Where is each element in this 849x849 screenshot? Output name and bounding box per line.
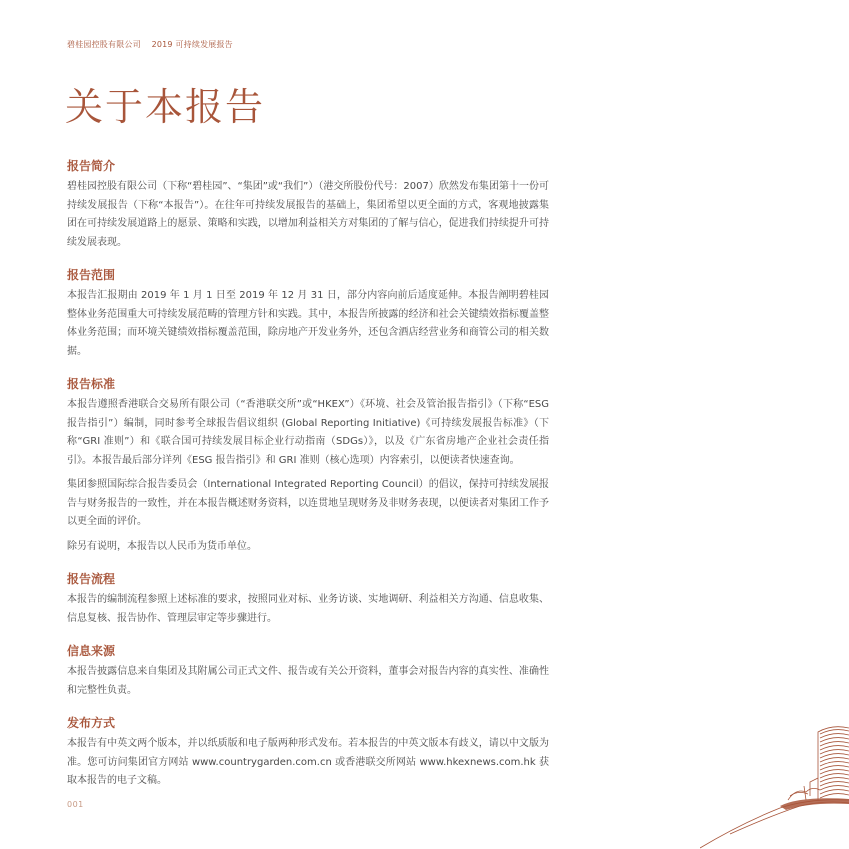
line-art-building-icon bbox=[700, 720, 849, 849]
section-paragraph: 本报告披露信息来自集团及其附属公司正式文件、报告或有关公开资料，董事会对报告内容的真实性、准确性和完整性负责。 bbox=[67, 666, 549, 696]
report-content bbox=[67, 157, 549, 805]
section-sources bbox=[67, 642, 549, 700]
header-report-title: 2019 可持续发展报告 bbox=[151, 40, 233, 49]
header-company: 碧桂园控股有限公司 bbox=[67, 40, 141, 49]
section-process bbox=[67, 570, 549, 628]
section-paragraph: 除另有说明，本报告以人民币为货币单位。 bbox=[67, 540, 257, 552]
section-heading: 报告范围 bbox=[67, 268, 116, 282]
section-paragraph: 本报告的编制流程参照上述标准的要求，按照同业对标、业务访谈、实地调研、利益相关方沟通、信息收集、信息复核、报告协作、管理层审定等步骤进行。 bbox=[67, 594, 549, 624]
section-paragraph: 本报告遵照香港联合交易所有限公司（“香港联交所”或“HKEX”）《环境、社会及管治报告指引》（下称“ESG 报告指引”）编制，同时参考全球报告倡议组织 (Global Reporting Initiative)《可持续发展报告标准》（下称“GRI 准则”）和《联合国可持续发展目标企业行动指南（SDGs）》，以及《广东省房地产企业社会责任指引》。本报告最后部分详列《ESG 报告指引》和 GRI 准则（核心选项）内容索引，以便读者快速查询。 bbox=[67, 399, 549, 466]
section-standards bbox=[67, 375, 549, 556]
section-heading: 报告标准 bbox=[67, 377, 116, 391]
section-introduction bbox=[67, 157, 549, 252]
section-heading: 发布方式 bbox=[67, 716, 116, 730]
section-paragraph: 本报告有中英文两个版本，并以纸质版和电子版两种形式发布。若本报告的中英文版本有歧义，请以中文版为准。您可访问集团官方网站 www.countrygarden.com.cn 或香港联交所网站 www.hkexnews.com.hk 获取本报告的电子文稿。 bbox=[67, 738, 549, 786]
section-scope bbox=[67, 266, 549, 361]
section-paragraph: 碧桂园控股有限公司（下称“碧桂园”、“集团”或“我们”）（港交所股份代号：2007）欣然发布集团第十一份可持续发展报告（下称“本报告”）。在往年可持续发展报告的基础上，集团希望以更全面的方式，客观地披露集团在可持续发展道路上的愿景、策略和实践，以增加利益相关方对集团的了解与信心，促进我们持续提升可持续发展表现。 bbox=[67, 181, 549, 248]
section-heading: 报告流程 bbox=[67, 572, 116, 586]
section-heading: 报告简介 bbox=[67, 159, 116, 173]
section-heading: 信息来源 bbox=[67, 644, 116, 658]
section-publication bbox=[67, 714, 549, 791]
section-paragraph: 本报告汇报期由 2019 年 1 月 1 日至 2019 年 12 月 31 日，部分内容向前后适度延伸。本报告阐明碧桂园整体业务范围重大可持续发展范畴的管理方针和实践。其中，本报告所披露的经济和社会关键绩效指标覆盖整体业务范围；而环境关键绩效指标覆盖范围，除房地产开发业务外，还包含酒店经营业务和商管公司的相关数据。 bbox=[67, 290, 549, 357]
page-number: 001 bbox=[67, 800, 84, 809]
running-header bbox=[67, 39, 233, 50]
section-paragraph: 集团参照国际综合报告委员会（International Integrated Reporting Council）的倡议，保持可持续发展报告与财务报告的一致性，并在本报告概述财务资料，以连贯地呈现财务及非财务表现，以便读者对集团工作予以更全面的评价。 bbox=[67, 479, 549, 527]
page-title: 关于本报告 bbox=[65, 85, 266, 129]
